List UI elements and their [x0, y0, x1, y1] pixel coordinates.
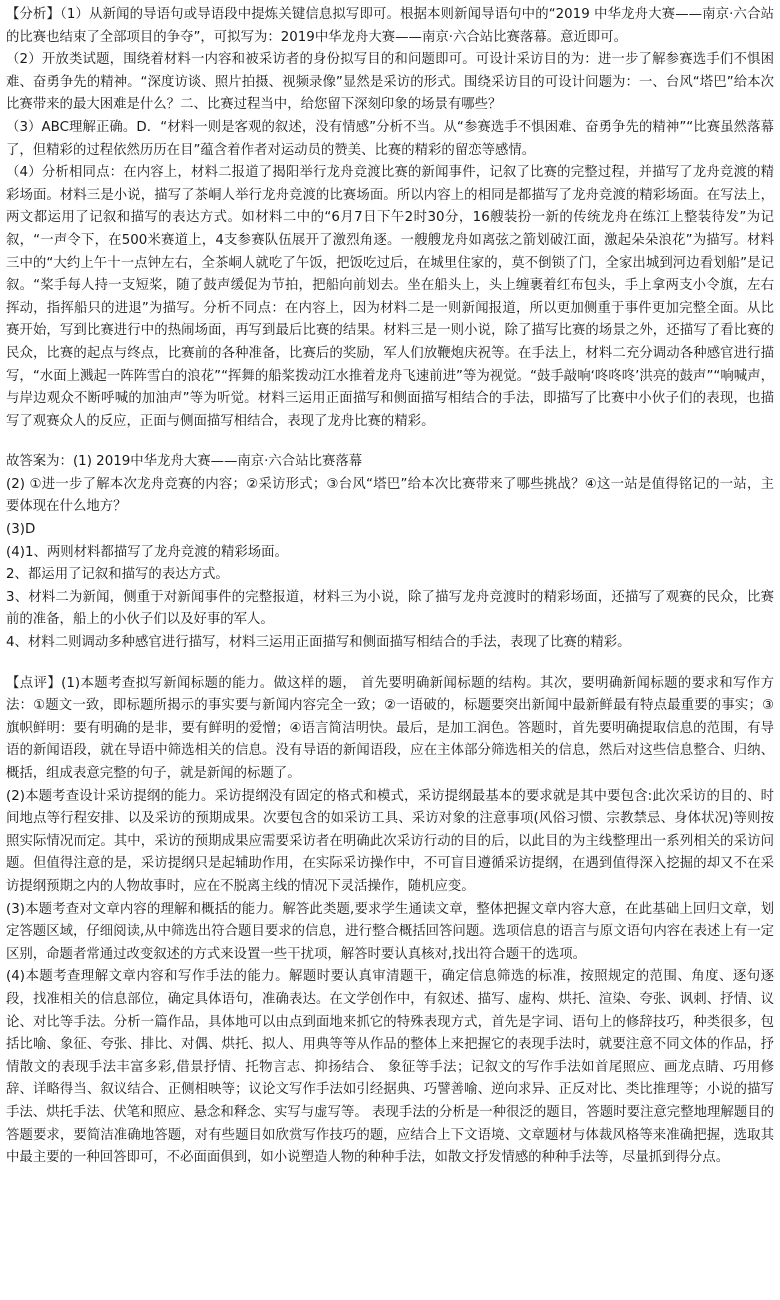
answer-line-1: 故答案为：(1) 2019中华龙舟大赛——南京·六合站比赛落幕 [6, 454, 363, 470]
analysis-section [6, 4, 774, 433]
analysis-paragraph-2: （2）开放类试题，围绕着材料一内容和被采访者的身份拟写目的和问题即可。可设计采访目的为：进一步了解参赛选手们不惧困难、奋勇争先的精神。“深度访谈、照片拍摄、视频录像”显然是采访的形式。围绕采访目的可设计问题为：一、台风“塔巴”给本次比赛带来的最大困难是什么？二、比赛过程当中，给您留下深刻印象的场景有哪些？ [6, 52, 774, 113]
answer-line-5: 2、都运用了记叙和描写的表达方式。 [6, 567, 229, 583]
answer-line-6: 3、材料二为新闻，侧重于对新闻事件的完整报道，材料三为小说，除了描写龙舟竞渡时的精彩场面，还描写了观赛的民众，比赛前的准备，船上的小伙子们以及好事的军人。 [6, 589, 774, 628]
answer-section [6, 451, 774, 654]
comment-paragraph-4: (4)本题考查理解文章内容和写作手法的能力。解题时要认真审清题干，确定信息筛选的标准，按照规定的范围、角度、逐句逐段，找准相关的信息部位，确定具体语句，准确表达。在文学创作中，有叙述、描写、虚构、烘托、渲染、夸张、讽刺、抒情、议论、对比等手法。分析一篇作品，具体地可以由点到面地来抓它的特殊表现方式，首先是字词、语句上的修辞技巧，种类很多，包括比喻、象征、夸张、排比、对偶、烘托、拟人、用典等等从作品的整体上来把握它的表现手法时，就要注意不同文体的作品，抒情散文的表现手法丰富多彩,借景抒情、托物言志、抑扬结合、 象征等手法；记叙文的写作手法如首尾照应、画龙点睛、巧用修辞、详略得当、叙议结合、正侧相映等；议论文写作手法如引经据典、巧譬善喻、逆向求异、正反对比、类比推理等；小说的描写手法、烘托手法、伏笔和照应、悬念和释念、实写与虚写等。 表现手法的分析是一种很泛的题目，答题时要注意完整地理解题目的答题要求，要简洁准确地答题，对有些题目如欣赏写作技巧的题，应结合上下文语境、文章题材与体裁风格等来准确把握，选取其中最主要的一种回答即可，不必面面俱到，如小说塑造人物的种种手法，如散文抒发情感的种种手法等，尽量抓到得分点。 [6, 969, 774, 1166]
analysis-paragraph-4: （4）分析相同点：在内容上，材料二报道了揭阳举行龙舟竞渡比赛的新闻事件，记叙了比赛的完整过程，并描写了龙舟竞渡的精彩场面。材料三是小说，描写了茶峒人举行龙舟竞渡的比赛场面。所以内容上的相同是都描写了龙舟竞渡的精彩场面。在写法上，两文都运用了记叙和描写的表达方式。如材料二中的“6月7日下午2时30分，16艘装扮一新的传统龙舟在练江上整装待发”为记叙，“一声令下，在500米赛道上，4支参赛队伍展开了激烈角逐。一艘艘龙舟如离弦之箭划破江面，激起朵朵浪花”为描写。材料三中的“大约上午十一点钟左右，全茶峒人就吃了午饭，把饭吃过后，在城里住家的，莫不倒锁了门，全家出城到河边看划船”是记叙。“桨手每人持一支短桨，随了鼓声缓促为节拍，把船向前划去。坐在船头上，头上缠裹着红布包头，手上拿两支小令旗，左右挥动，指挥船只的进退”为描写。分析不同点：在内容上，因为材料二是一则新闻报道，所以更加侧重于事件更加完整全面。从比赛开始，写到比赛进行中的热闹场面，再写到最后比赛的结果。材料三是一则小说，除了描写比赛的场景之外，还描写了看比赛的民众，比赛的起点与终点，比赛前的各种准备，比赛后的奖励，军人们放鞭炮庆祝等。在手法上，材料二充分调动各种感官进行描写，“水面上溅起一阵阵雪白的浪花”“挥舞的船桨拨动江水推着龙舟飞速前进”等为视觉。“鼓手敲响‘咚咚咚’洪亮的鼓声”“响喊声，与岸边观众不断呼喊的加油声”等为听觉。材料三运用正面描写和侧面描写相结合的手法，即描写了比赛中小伙子们的表现，也描写了观赛众人的反应，正面与侧面描写相结合，表现了龙舟比赛的精彩。 [6, 165, 774, 429]
answer-line-7: 4、材料二则调动多种感官进行描写，材料三运用正面描写和侧面描写相结合的手法，表现了比赛的精彩。 [6, 635, 631, 651]
answer-line-3: (3)D [6, 522, 36, 538]
analysis-paragraph-3: （3）ABC理解正确。D．“材料一则是客观的叙述，没有情感”分析不当。从“参赛选手不惧困难、奋勇争先的精神”“比赛虽然落幕了，但精彩的过程依然历历在目”蕴含着作者对运动员的赞美、比赛的精彩的留恋等感情。 [6, 119, 774, 158]
comment-paragraph-1: 【点评】(1)本题考查拟写新闻标题的能力。做这样的题， 首先要明确新闻标题的结构。其次，要明确新闻标题的要求和写作方法：①题文一致，即标题所揭示的事实要与新闻内容完全一致；②一语破的，标题要突出新闻中最新鲜最有特点最重要的事实；③旗帜鲜明：要有明确的是非，要有鲜明的爱憎；④语言简洁明快。最后，是加工润色。答题时，首先要明确提取信息的范围，有导语的新闻语段，就在导语中筛选相关的信息。没有导语的新闻语段，应在主体部分筛选相关的信息，然后对这些信息整合、归纳、概括，组成表意完整的句子，就是新闻的标题了。 [6, 675, 774, 781]
analysis-paragraph-1: 【分析】（1）从新闻的导语句或导语段中提炼关键信息拟写即可。根据本则新闻导语句中的“2019 中华龙舟大赛——南京·六合站的比赛也结束了全部项目的争夺”，可拟写为：2019中华龙舟大赛——南京·六合站比赛落幕。意近即可。 [6, 7, 774, 45]
answer-line-2: (2) ①进一步了解本次龙舟竞赛的内容；②采访形式；③台风“塔巴”给本次比赛带来了哪些挑战？④这一站是值得铭记的一站，主要体现在什么地方？ [6, 476, 774, 515]
section-gap [6, 433, 774, 451]
section-gap [6, 655, 774, 673]
answer-line-4: (4)1、两则材料都描写了龙舟竞渡的精彩场面。 [6, 544, 288, 560]
comment-section [6, 673, 774, 1170]
comment-paragraph-2: (2)本题考查设计采访提纲的能力。采访提纲没有固定的格式和模式，采访提纲最基本的要求就是其中要包含:此次采访的目的、时间地点等行程安排、以及采访的预期成果。次要包含的如采访工具、采访对象的注意事项(风俗习惯、宗教禁忌、身体状况)等则按照实际情况而定。其中，采访的预期成果应需要采访者在明确此次采访行动的目的后，以此目的为主线整理出一系列相关的采访问题。但值得注意的是，采访提纲只是起辅助作用，在实际采访操作中，不可盲目遵循采访提纲，在遇到值得深入挖掘的却又不在采访提纲预期之内的人物故事时，应在不脱离主线的情况下灵活操作，随机应变。 [6, 788, 774, 894]
comment-paragraph-3: (3)本题考查对文章内容的理解和概括的能力。解答此类题,要求学生通读文章，整体把握文章内容大意，在此基础上回归文章，划定答题区域，仔细阅读,从中筛选出符合题目要求的信息，进行整合概括回答问题。选项信息的语言与原文语句内容在表述上有一定区别，命题者常通过改变叙述的方式来设置一些干扰项，解答时要认真核对,找出符合题干的选项。 [6, 901, 774, 962]
